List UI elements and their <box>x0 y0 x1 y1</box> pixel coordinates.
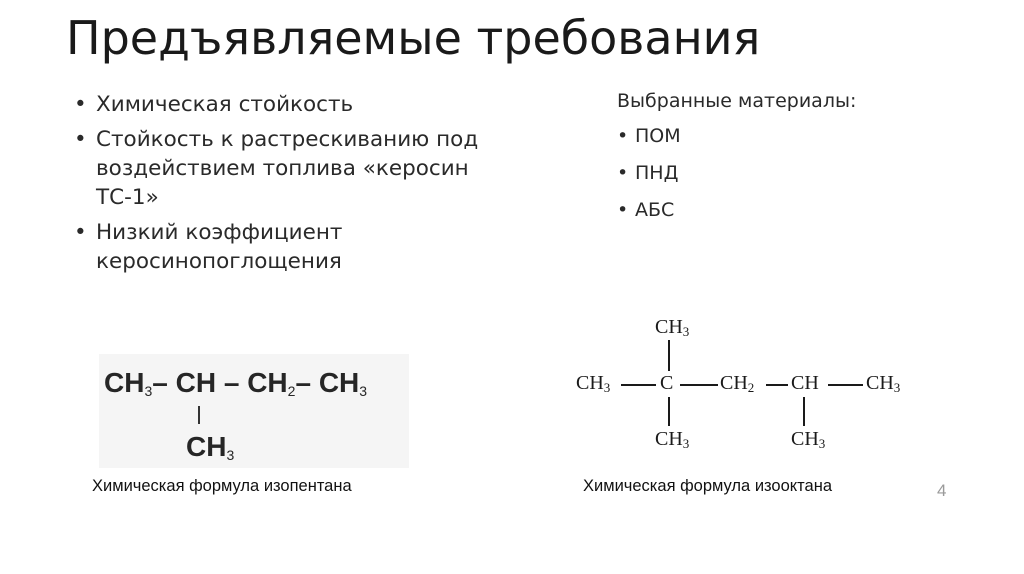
page-number: 4 <box>937 481 947 500</box>
isopentane-bond: – <box>295 367 312 398</box>
material-item: • ПНД <box>617 160 681 186</box>
materials-heading: Выбранные материалы: <box>617 90 857 112</box>
material-item: • АБС <box>617 197 681 223</box>
requirement-item: • Химическая стойкость <box>74 90 504 119</box>
isopentane-ch3-right: $CH_3$ <box>318 367 368 399</box>
isooctane-bond-mid-right <box>766 384 788 386</box>
materials-list <box>617 123 681 234</box>
isopentane-caption: Химическая формула изопентана <box>92 477 352 495</box>
isooctane-bottom-ch3: $CH_3$ <box>791 428 826 451</box>
requirements-list <box>74 90 504 276</box>
requirement-item: • Стойкость к растрескиванию под воздействием топлива «керосин ТС-1» <box>74 125 504 212</box>
isooctane-bond-bottom-1 <box>668 397 670 426</box>
isooctane-bond-right <box>828 384 863 386</box>
isooctane-ch2: $CH_2$ <box>720 372 755 395</box>
isooctane-top-ch3: $CH_3$ <box>655 316 690 339</box>
isooctane-bond-bottom-2 <box>803 397 805 426</box>
isooctane-bond-top <box>668 340 670 371</box>
isopentane-bond: – <box>223 367 240 398</box>
material-item: • ПОМ <box>617 123 681 149</box>
isooctane-left-ch3: $CH_3$ <box>576 372 611 395</box>
isopentane-ch2: $CH_2$ <box>247 367 296 399</box>
isooctane-ch: CH <box>791 372 819 394</box>
isooctane-right-ch3: $CH_3$ <box>866 372 901 395</box>
isopentane-main-chain <box>104 367 367 407</box>
isopentane-branch-bond <box>198 406 200 424</box>
isooctane-caption: Химическая формула изооктана <box>583 477 833 495</box>
isooctane-bottom-ch3: $CH_3$ <box>655 428 690 451</box>
isooctane-bond-mid-left <box>680 384 718 386</box>
isooctane-center-c: C <box>660 372 674 394</box>
isopentane-ch: CH <box>175 367 217 398</box>
slide-title: Предъявляемые требования <box>66 11 761 65</box>
isooctane-bond-left <box>621 384 656 386</box>
requirement-item: • Низкий коэффициент керосинопоглощения <box>74 218 504 276</box>
isopentane-bond: – <box>152 367 168 398</box>
isopentane-branch-ch3: $CH_3$ <box>186 431 235 463</box>
isopentane-ch3-left: $CH_3$ <box>104 367 153 399</box>
